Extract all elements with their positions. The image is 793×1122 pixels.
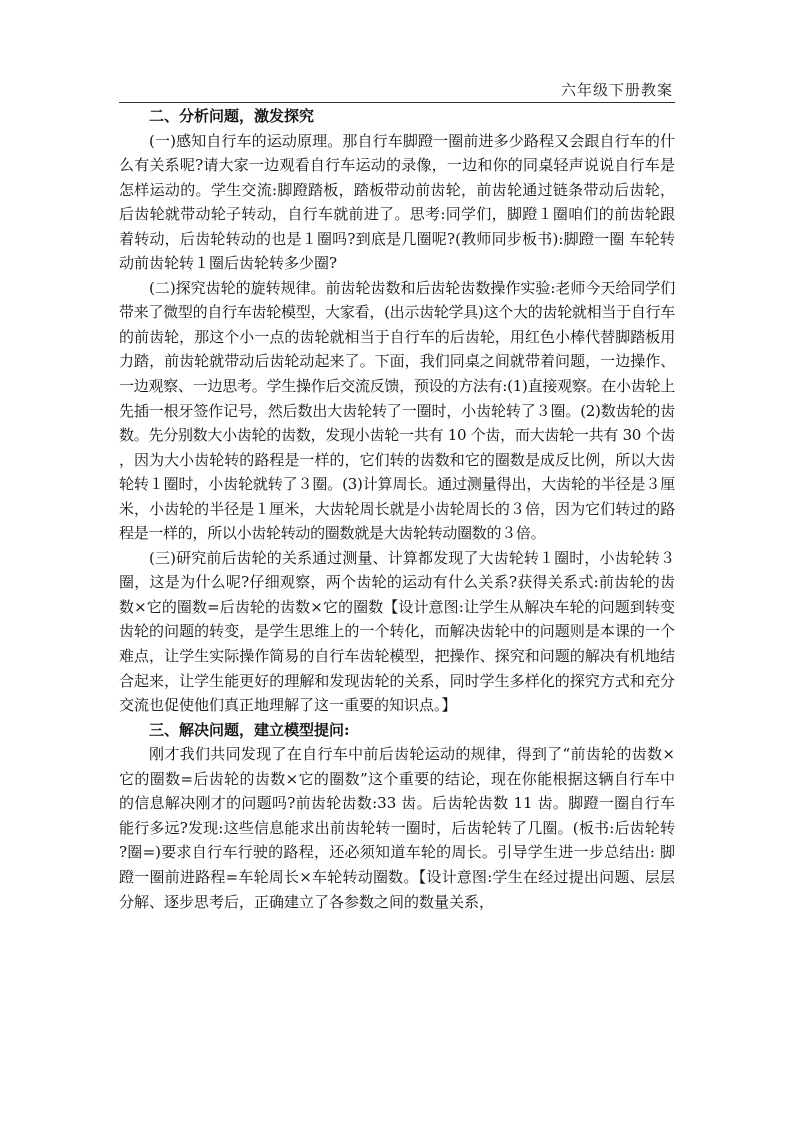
- paragraph-bicycle-motion: (一)感知自行车的运动原理。那自行车脚蹬一圈前进多少路程又会跟自行车的什么有关系呢?请大家一边观看自行车运动的录像，一边和你的同桌轻声说说自行车是怎样运动的。学生交流:脚蹬踏板，踏板带动前齿轮，前齿轮通过链条带动后齿轮，后齿轮就带动轮子转动，自行车就前进了。思考:同学们，脚蹬１圈咱们的前齿轮跟着转动，后齿轮转动的也是１圈吗?到底是几圈呢?(教师同步板书):脚蹬一圈 车轮转动前齿轮转１圈后齿轮转多少圈?: [119, 131, 675, 273]
- section-heading-solve: 三、解决问题，建立模型提问:: [149, 720, 350, 739]
- paragraph-gear-rotation: (二)探究齿轮的旋转规律。前齿轮齿数和后齿轮齿数操作实验:老师今天给同学们带来了微型的自行车齿轮模型，大家看，(出示齿轮学具)这个大的齿轮就相当于自行车的前齿轮，那这个小一点的齿轮就相当于自行车的后齿轮，用红色小棒代替脚踏板用力踏，前齿轮就带动后齿轮动起来了。下面，我们同桌之间就带着问题，一边操作、一边观察、一边思考。学生操作后交流反馈，预设的方法有:(1)直接观察。在小齿轮上先插一根牙签作记号，然后数出大齿轮转了一圈时，小齿轮转了３圈。(2)数齿轮的齿数。先分别数大小齿轮的齿数，发现小齿轮一共有 10 个齿，而大齿轮一共有 30 个齿，因为大小齿轮转的路程是一样的，它们转的齿数和它的圈数是成反比例，所以大齿轮转１圈时，小齿轮就转了３圈。(3)计算周长。通过测量得出，大齿轮的半径是３厘米，小齿轮的半径是１厘米，大齿轮周长就是小齿轮周长的３倍，因为它们转过的路程是一样的，所以小齿轮转动的圈数就是大齿轮转动圈数的３倍。: [119, 278, 675, 543]
- paragraph-gear-relationship: (三)研究前后齿轮的关系通过测量、计算都发现了大齿轮转１圈时，小齿轮转３圈，这是为什么呢?仔细观察，两个齿轮的运动有什么关系?获得关系式:前齿轮的齿数×它的圈数=后齿轮的齿数×它的圈数【设计意图:让学生从解决车轮的问题到转变齿轮的问题的转变，是学生思维上的一个转化，而解决齿轮中的问题则是本课的一个难点，让学生实际操作简易的自行车齿轮模型，把操作、探究和问题的解决有机地结合起来，让学生能更好的理解和发现齿轮的关系，同时学生多样化的探究方式和充分交流也促使他们真正地理解了这一重要的知识点。】: [119, 548, 675, 715]
- paragraph-build-model: 刚才我们共同发现了在自行车中前后齿轮运动的规律，得到了“前齿轮的齿数× 它的圈数=后齿轮的齿数×它的圈数”这个重要的结论，现在你能根据这辆自行车中的信息解决刚才的问题吗?前齿轮齿数:33 齿。后齿轮齿数 11 齿。脚蹬一圈自行车能行多远?发现:这些信息能求出前齿轮转一圈时，后齿轮转了几圈。(板书:后齿轮转?圈=)要求自行车行驶的路程，还必须知道车轮的周长。引导学生进一步总结出: 脚蹬一圈前进路程=车轮周长×车轮转动圈数。【设计意图:学生在经过提出问题、层层分解、逐步思考后，正确建立了各参数之间的数量关系，: [119, 745, 675, 911]
- header-divider: [119, 102, 675, 103]
- section-heading-analysis: 二、分析问题，激发探究: [149, 107, 315, 125]
- page-header-title: 六年级下册教案: [560, 81, 673, 99]
- document-body: [119, 104, 675, 914]
